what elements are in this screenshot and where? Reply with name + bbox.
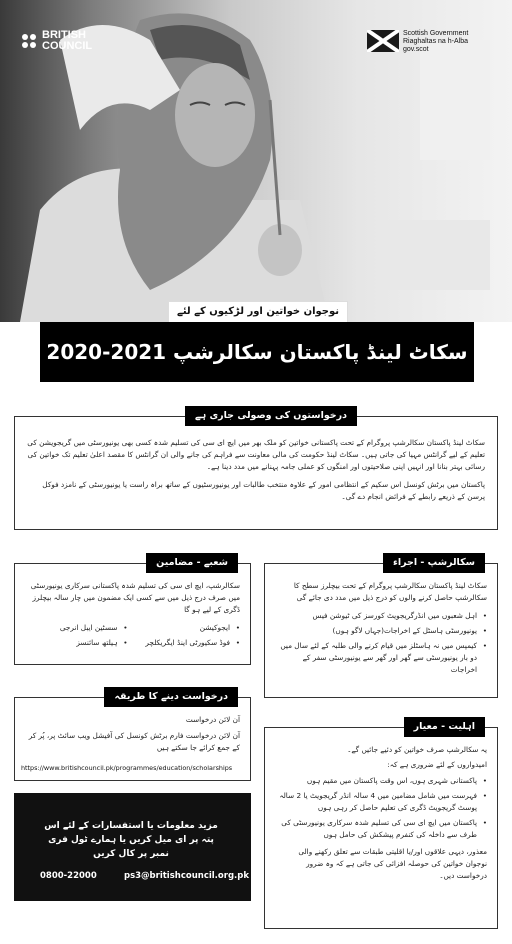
eligibility-line-1: یہ سکالرشپ صرف خواتین کو دئیے جائیں گے۔	[347, 745, 487, 754]
eligibility-line-2: امیدواروں کے لئے ضروری ہے کہ:	[387, 760, 487, 769]
subjects-tab: شعبے - مضامین	[146, 553, 238, 573]
saltire-flag-icon	[367, 30, 399, 52]
sg-logo-line-2: Riaghaltas na h-Alba	[403, 38, 468, 45]
apply-line-2: آن لائن درخواست فارم برٹش کونسل کی آفیشل ویب سائٹ پر، پُر کر کے جمع کرائے جا سکتے ہیں	[28, 731, 240, 752]
eligibility-item: • فہرست میں شامل مضامین میں 4 سالہ انڈر گریجویٹ یا 2 سالہ پوسٹ گریجویٹ ڈگری کی تعلیم حاصل کر رہی ہوں	[275, 790, 487, 814]
scholarship-tab: سکالرشپ - اجراء	[383, 553, 485, 573]
eligibility-item: • پاکستانی شہری ہوں، اس وقت پاکستان میں مقیم ہوں	[275, 775, 487, 787]
eligibility-note: معذور، دیہی علاقوں اور/یا اقلیتی طبقات سے تعلق رکھنے والی نوجوان خواتین کی حوصلہ افزائی کی جاتی ہے کہ وہ ضرور درخواست دیں۔	[298, 847, 487, 880]
sg-logo-line-3: gov.scot	[403, 46, 429, 53]
scholarship-intro: سکاٹ لینڈ پاکستان سکالرشپ پروگرام کے تحت بیچلرز سطح کا سکالرشپ حاصل کرنے والوں کو درج ذیل میں مدد دی جائے گی	[293, 581, 487, 602]
subject-item: • ایجوکیشن	[138, 622, 241, 634]
apply-section	[14, 691, 251, 781]
apply-tab: درخواست دینے کا طریقہ	[104, 687, 238, 707]
subtitle: نوجوان خواتین اور لڑکیوں کے لئے	[168, 301, 348, 323]
sg-logo-line-1: Scottish Government	[403, 30, 469, 37]
hero-photo	[0, 0, 512, 322]
subject-item: • فوڈ سکیورٹی اینڈ ایگریکلچر	[138, 637, 241, 649]
scholarship-item: • اہل شعبوں میں انڈرگریجویٹ کورسز کی ٹیوشن فیس	[275, 610, 487, 622]
contact-phone-link[interactable]: 0800-22000	[40, 871, 97, 881]
intro-section	[14, 410, 498, 530]
subject-item: • ہیلتھ سائنسز	[25, 637, 128, 649]
subject-item: • سسٹین ایبل انرجی	[25, 622, 128, 634]
intro-tab: درخواستوں کی وصولی جاری ہے	[185, 406, 357, 426]
eligibility-tab: اہلیت - معیار	[404, 717, 485, 737]
intro-paragraph-2: پاکستان میں برٹش کونسل اس سکیم کے انتظامی امور کے علاوہ منتخب طالبات اور یونیورسٹیوں کے ساتھ براہ راست یا یونیورسٹی کے نامزد فوکل پرسن کے ذریعے رابطے کے فرائض انجام دے گی۔	[42, 480, 485, 501]
eligibility-section	[264, 721, 498, 929]
scholarship-item: • کیمپس میں نہ ہاسٹلز میں قیام کرنے والی طلبہ کے لئے سال میں دو بار یونیورسٹی سے گھر اور گھر سے یونیورسٹی سفر کے اخراجات	[275, 640, 487, 676]
intro-paragraph-1: سکاٹ لینڈ پاکستان سکالرشپ پروگرام کے تحت پاکستانی خواتین کو ملک بھر میں ایچ ای سی کی تسلیم شدہ کسی بھی یونیورسٹی میں گریجویشن کی تعلیم کے لیے گرانٹس مہیا کی جاتی ہیں۔ سکاٹ لینڈ حکومت کی مالی معاونت سے فراہم کی جانے والی ان گرانٹس کا مقصد اعلیٰ تعلیم تک خواتین کی رسائی بہتر بنانا اور انہیں اپنی صلاحیتوں اور امنگوں کو عملی جامہ پہنانے میں مدد دینا ہے۔	[27, 438, 485, 471]
eligibility-item: • پاکستان میں ایچ ای سی کی تسلیم شدہ سرکاری یونیورسٹی کی طرف سے داخلہ کی کنفرم پیشکش کی حامل ہوں	[275, 817, 487, 841]
scholarship-item: • یونیورسٹی ہاسٹل کے اخراجات(جہاں لاگو ہوں)	[275, 625, 487, 637]
scholarship-url-link[interactable]: https://www.britishcouncil.pk/programmes/education/scholarships	[21, 764, 233, 772]
contact-heading: مزید معلومات یا استفسارات کے لئے اس پتہ پر ای میل کریں یا ہمارے ٹول فری نمبر پر کال کریں	[44, 821, 218, 859]
scholarship-section	[264, 557, 498, 698]
contact-email-link[interactable]: ps3@britishcouncil.org.pk	[124, 871, 249, 881]
subjects-intro: سکالرشپ، ایچ ای سی کی تسلیم شدہ پاکستانی سرکاری یونیورسٹی میں صرف درج ذیل میں سے کسی ایک مضمون میں چار سالہ بیچلرز ڈگری کے لیے ہو گا	[30, 581, 240, 614]
british-council-dots-icon	[22, 34, 36, 48]
apply-line-1: آن لائن درخواست	[185, 715, 240, 724]
subjects-section	[14, 557, 251, 665]
british-council-logo	[22, 30, 92, 52]
bc-logo-line-1: BRITISH	[42, 29, 86, 41]
contact-panel	[14, 793, 251, 901]
page-title: سکاٹ لینڈ پاکستان سکالرشپ 2021-2020	[40, 322, 474, 382]
bc-logo-line-2: COUNCIL	[42, 40, 93, 52]
scottish-government-logo	[367, 30, 468, 54]
